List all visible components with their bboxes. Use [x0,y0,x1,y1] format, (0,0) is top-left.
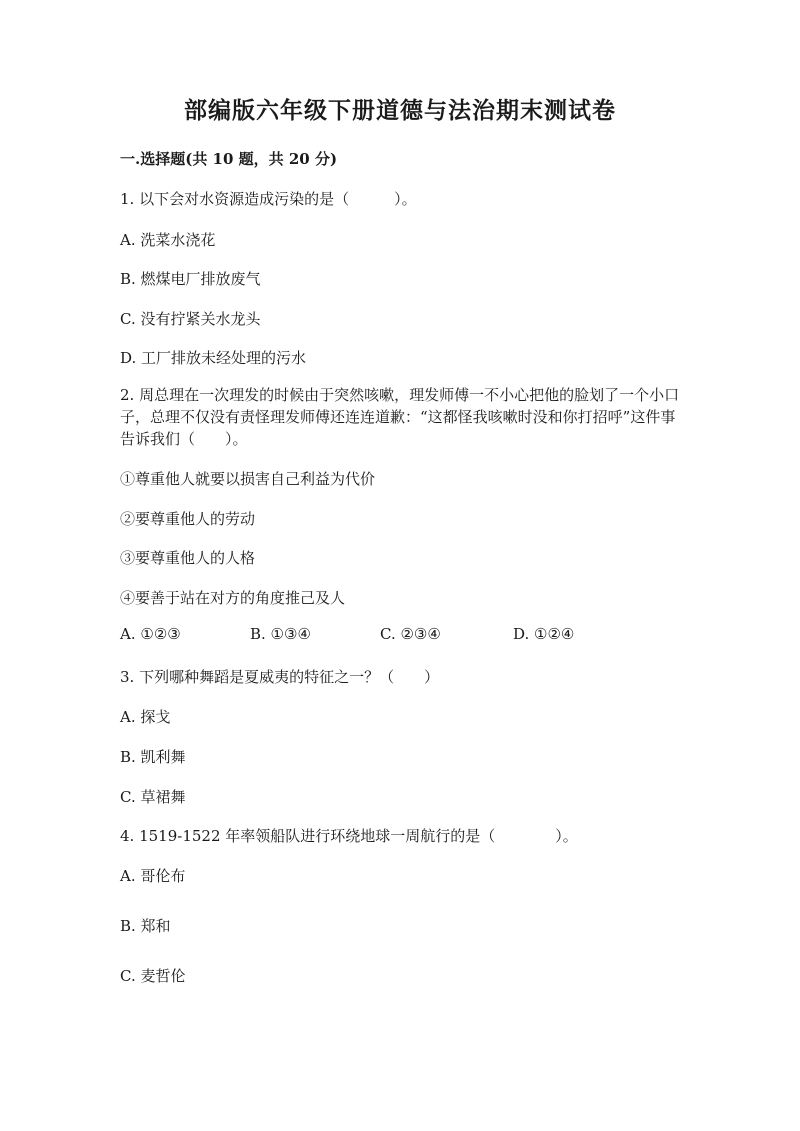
question-2-choices [120,625,680,647]
question-2-choice-d: D. ①②④ [513,625,575,643]
question-1-option-c: C. 没有拧紧关水龙头 [120,310,261,328]
question-2-statement-2: ②要尊重他人的劳动 [120,510,256,528]
question-1-stem: 1. 以下会对水资源造成污染的是（ ）。 [120,190,417,208]
question-3-option-c: C. 草裙舞 [120,788,186,806]
question-1-option-b: B. 燃煤电厂排放废气 [120,270,261,288]
question-2-choice-a: A. ①②③ [120,625,181,643]
question-2-statement-1: ①尊重他人就要以损害自己利益为代价 [120,470,376,488]
question-1-option-d: D. 工厂排放未经处理的污水 [120,349,307,367]
question-4-option-a: A. 哥伦布 [120,867,186,885]
page-title: 部编版六年级下册道德与法治期末测试卷 [184,97,616,124]
question-4-option-b: B. 郑和 [120,917,171,935]
question-2-statement-4: ④要善于站在对方的角度推己及人 [120,589,346,607]
question-1-option-a: A. 洗菜水浇花 [120,231,216,249]
question-2-choice-c: C. ②③④ [380,625,441,643]
question-2-choice-b: B. ①③④ [250,625,311,643]
section-heading: 一.选择题(共 10 题，共 20 分) [120,150,338,168]
question-3-option-a: A. 探戈 [120,708,171,726]
question-2-statement-3: ③要尊重他人的人格 [120,549,256,567]
question-4-option-c: C. 麦哲伦 [120,967,186,985]
question-3-option-b: B. 凯利舞 [120,748,186,766]
question-4-stem: 4. 1519-1522 年率领船队进行环绕地球一周航行的是（ ）。 [120,827,578,845]
question-3-stem: 3. 下列哪种舞蹈是夏威夷的特征之一？（ ） [120,668,440,686]
question-2-stem: 2. 周总理在一次理发的时候由于突然咳嗽，理发师傅一不小心把他的脸划了一个小口子，总理不仅没有责怪理发师傅还连连道歉：“这都怪我咳嗽时没和你打招呼”这件事告诉我们（ ）。 [120,386,680,448]
